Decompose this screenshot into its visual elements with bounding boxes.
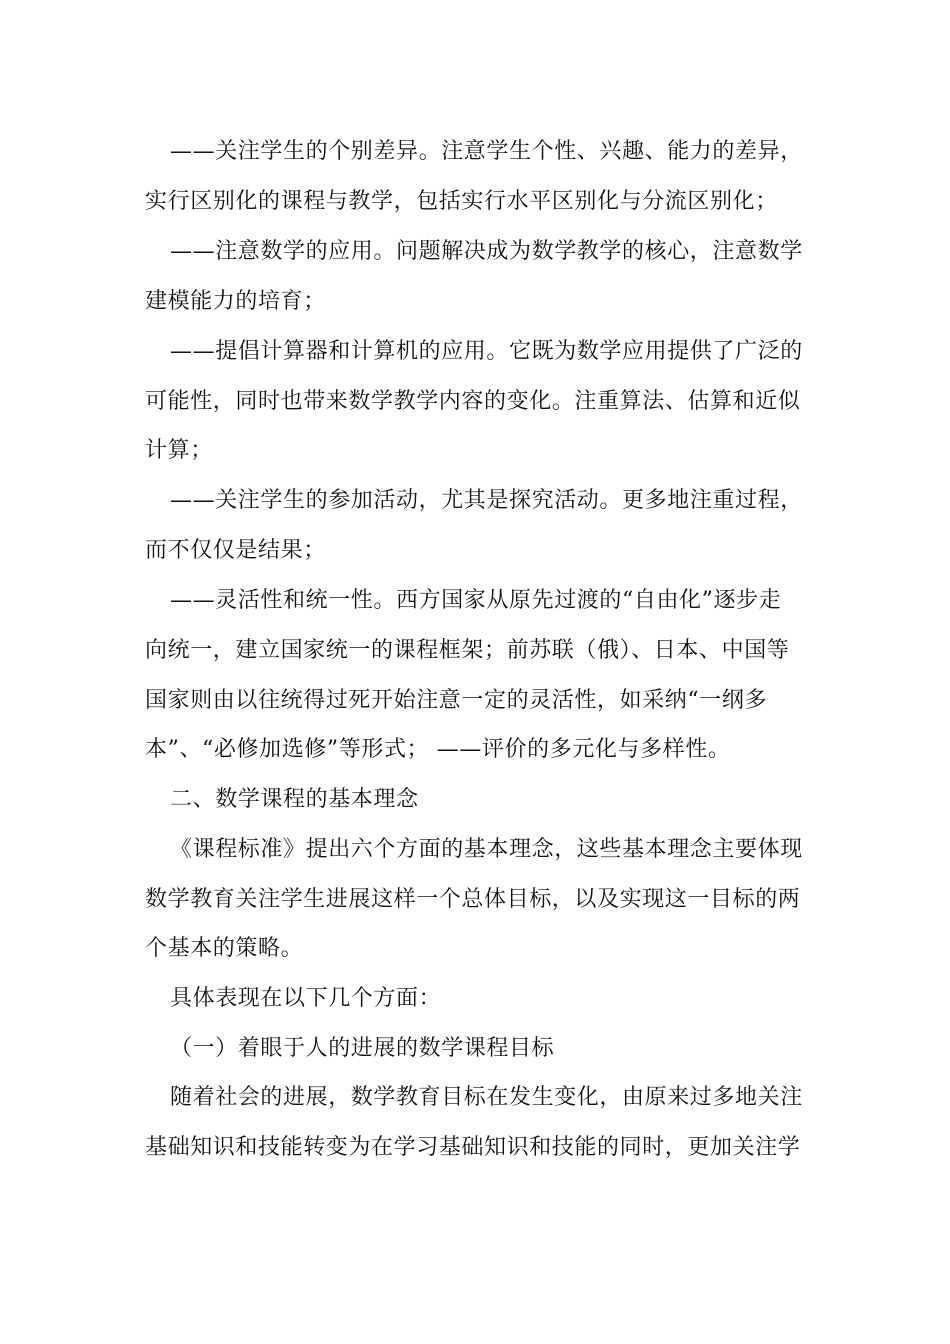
text-line-student-activities: ——关注学生的参加活动，尤其是探究活动。更多地注重过程， — [170, 488, 803, 513]
text-line: 实行区别化的课程与教学，包括实行水平区别化与分流区别化； — [145, 189, 778, 214]
text-line: 可能性，同时也带来数学教学内容的变化。注重算法、估算和近似 — [145, 389, 801, 414]
text-line: 计算； — [145, 438, 213, 463]
text-line: 建模能力的培育； — [145, 289, 326, 314]
text-line-flexibility-unity: ——灵活性和统一性。西方国家从原先过渡的“自由化”逐步走 — [170, 588, 782, 613]
text-line: 而不仅仅是结果； — [145, 538, 326, 563]
text-line: 基础知识和技能转变为在学习基础知识和技能的同时，更加关注学 — [145, 1135, 801, 1160]
text-line-social-development: 随着社会的进展，数学教育目标在发生变化，由原来过多地关注 — [170, 1085, 803, 1110]
text-line: 数学教育关注学生进展这样一个总体目标，以及实现这一目标的两 — [145, 887, 801, 912]
text-line-aspects: 具体表现在以下几个方面： — [170, 986, 442, 1011]
subsection-heading: （一）着眼于人的进展的数学课程目标 — [170, 1036, 555, 1061]
text-line-individual-differences: ——关注学生的个别差异。注意学生个性、兴趣、能力的差异， — [170, 139, 803, 164]
text-line-calculator-usage: ——提倡计算器和计算机的应用。它既为数学应用提供了广泛的 — [170, 339, 803, 364]
text-line: 本”、“必修加选修”等形式； ——评价的多元化与多样性。 — [145, 737, 731, 762]
text-line: 个基本的策略。 — [145, 936, 304, 961]
section-heading: 二、数学课程的基本理念 — [170, 787, 419, 812]
text-line-math-application: ——注意数学的应用。问题解决成为数学教学的核心，注意数学 — [170, 239, 803, 264]
text-line-curriculum-standard: 《课程标准》提出六个方面的基本理念，这些基本理念主要体现 — [170, 837, 803, 862]
text-line: 向统一，建立国家统一的课程框架；前苏联（俄）、日本、中国等 — [145, 638, 790, 663]
text-line: 国家则由以往统得过死开始注意一定的灵活性，如采纳“一纲多 — [145, 688, 768, 713]
